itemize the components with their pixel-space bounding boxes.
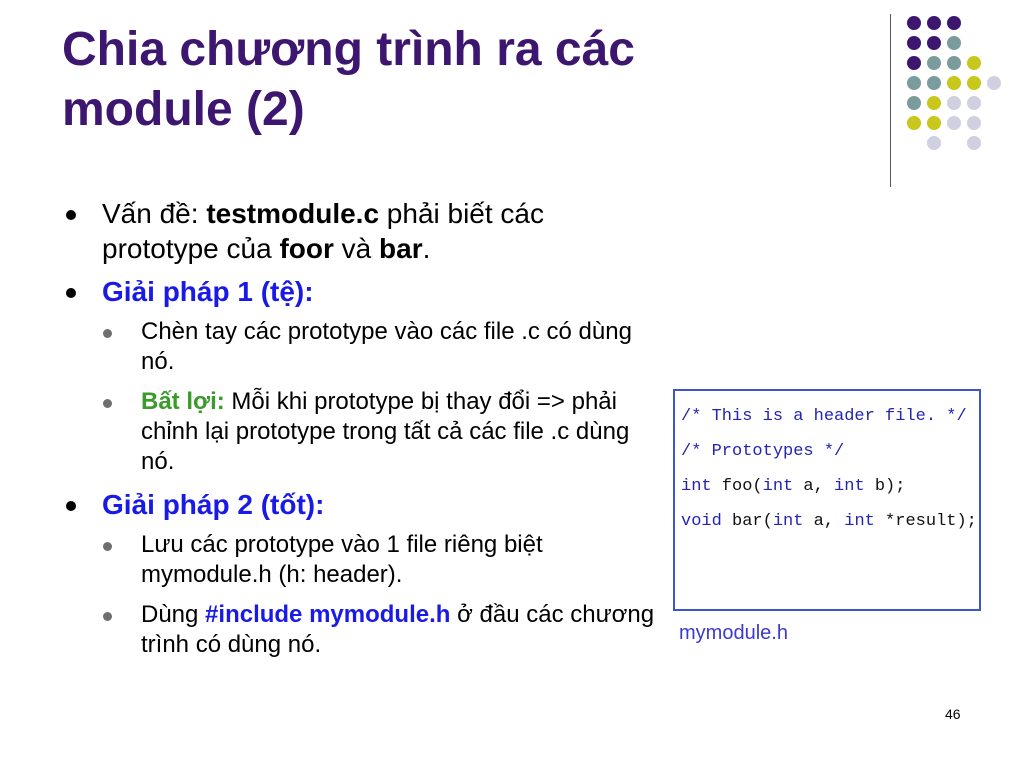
bullet-solution-1: Giải pháp 1 (tệ): [66,274,656,309]
decorative-dot [907,116,921,130]
decorative-dot [907,56,921,70]
disadvantage-label: Bất lợi: [141,388,225,415]
decorative-dot [947,36,961,50]
decorative-dot [907,96,921,110]
decorative-dot [927,56,941,70]
code-comment-prototypes: /* Prototypes */ [681,442,845,461]
decorative-dot [947,56,961,70]
decorative-dot [927,76,941,90]
include-directive: #include mymodule.h [205,601,451,628]
subbullet-save-header: Lưu các prototype vào 1 file riêng biệt mymodule.h (h: header). [103,530,656,590]
page-number: 46 [945,706,961,722]
slide-title: Chia chương trình ra các module (2) [62,23,635,136]
subbullet-manual-insert: Chèn tay các prototype vào các file .c có dùng nó. [103,317,656,377]
decorative-dot [967,76,981,90]
code-caption: mymodule.h [679,622,788,644]
decorative-dot [947,76,961,90]
bullet-problem: Vấn đề: testmodule.c phải biết các prototype của foor và bar. [66,196,656,266]
code-line-foo: int foo(int a, int b); [681,477,906,496]
code-snippet-box [673,389,981,611]
decorative-dot-grid [906,14,1006,174]
decorative-dot [947,96,961,110]
subbullet-include: Dùng #include mymodule.h ở đầu các chương trình có dùng nó. [103,600,656,660]
decorative-dot [927,16,941,30]
decorative-dot [927,96,941,110]
decorative-dot [927,136,941,150]
code-line-bar: void bar(int a, int *result); [681,512,977,531]
func-foor: foor [279,233,334,264]
decorative-dot [967,136,981,150]
decorative-dot [947,16,961,30]
decorative-dot [947,116,961,130]
code-comment-header: /* This is a header file. */ [681,407,967,426]
subbullet-disadvantage: Bất lợi: Mỗi khi prototype bị thay đổi => phải chỉnh lại prototype trong tất cả các file .c dùng nó. [103,387,656,477]
decorative-dot [927,36,941,50]
decorative-dot [907,36,921,50]
filename-testmodule: testmodule.c [206,198,380,229]
decorative-dot [967,96,981,110]
decorative-dot [927,116,941,130]
bullet-list [66,196,656,670]
bullet-solution-2: Giải pháp 2 (tốt): [66,487,656,522]
decorative-dot [907,76,921,90]
decorative-dot [967,116,981,130]
decorative-dot [967,56,981,70]
decorative-divider [890,14,891,187]
decorative-dot [907,16,921,30]
func-bar: bar [379,233,423,264]
decorative-dot [987,76,1001,90]
